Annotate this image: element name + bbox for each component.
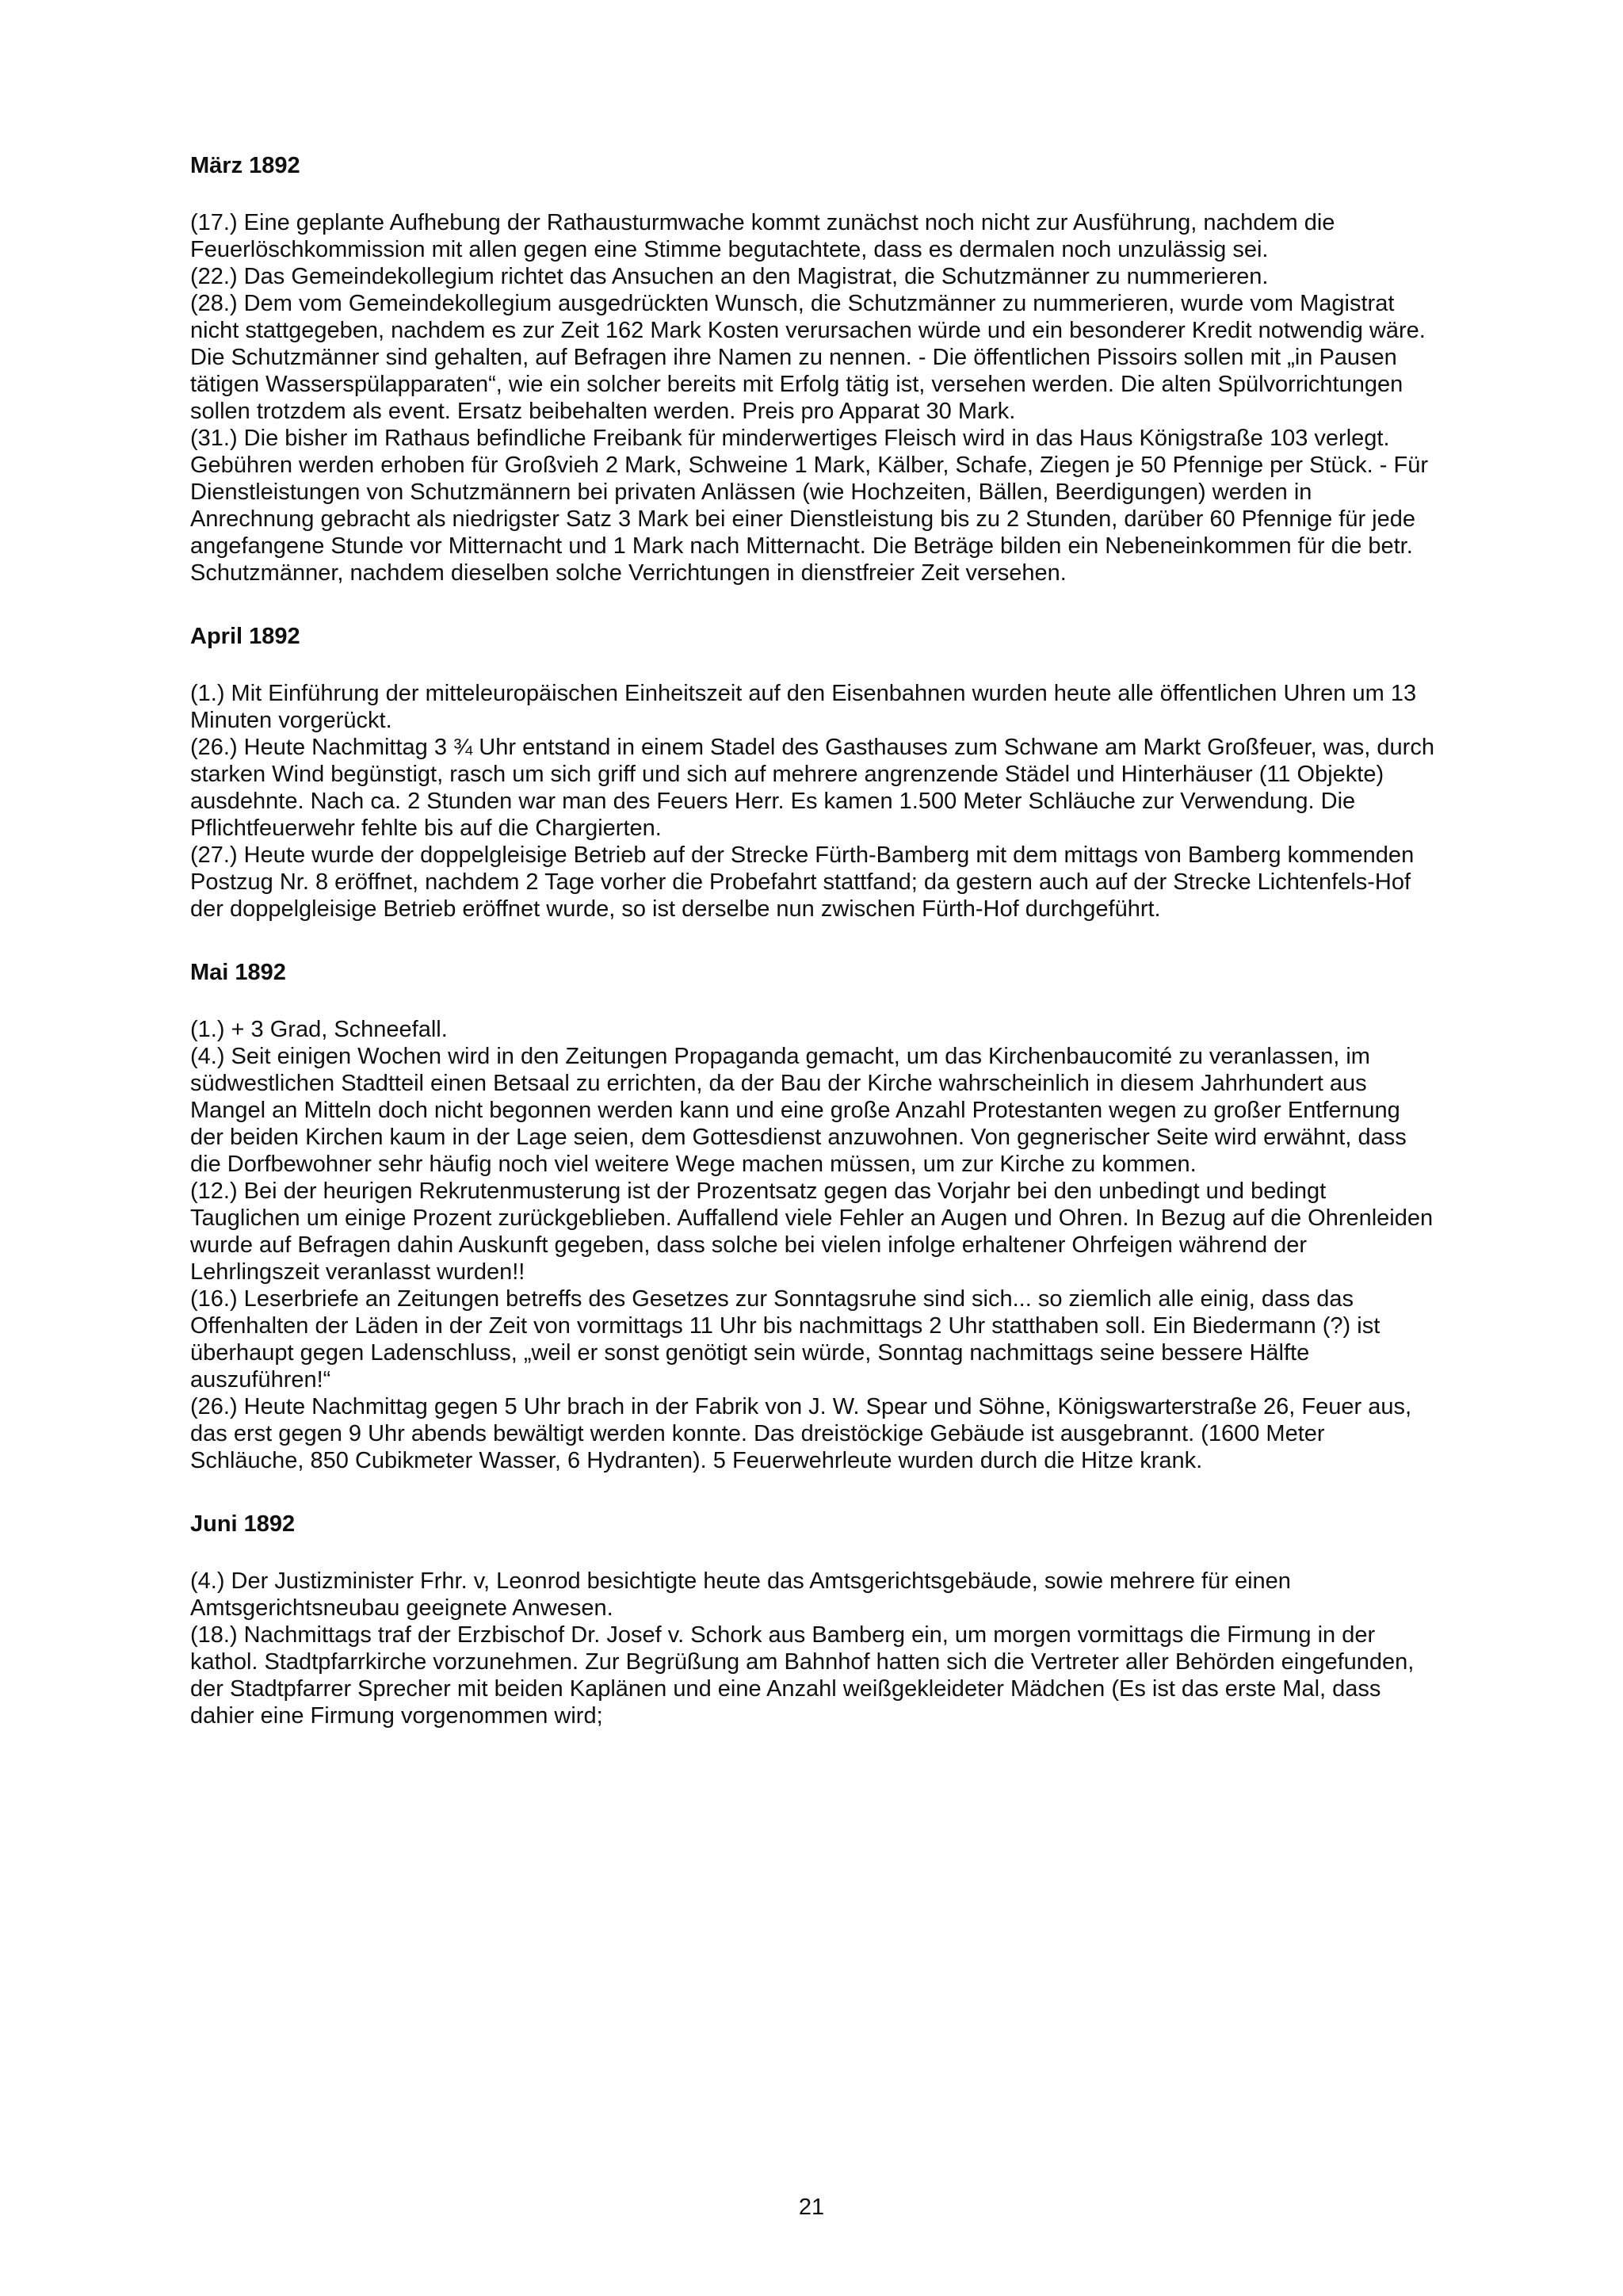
chronicle-entry: (22.) Das Gemeindekollegium richtet das Ansuchen an den Magistrat, die Schutzmänner zu nummerieren. <box>190 264 1269 289</box>
page-number: 21 <box>798 2195 825 2220</box>
chronicle-entry: (17.) Eine geplante Aufhebung der Rathausturmwache kommt zunächst noch nicht zur Ausführung, nachdem die Feuerlöschkommission mit allen gegen eine Stimme begutachtete, dass es dermalen noch unzulässig sei. <box>190 210 1335 262</box>
section-mai-1892 <box>190 959 1434 1474</box>
chronicle-entry: (1.) Mit Einführung der mitteleuropäischen Einheitszeit auf den Eisenbahnen wurden heute alle öffentlichen Uhren um 13 Minuten vorgerückt. <box>190 681 1417 733</box>
chronicle-entry: (4.) Seit einigen Wochen wird in den Zeitungen Propaganda gemacht, um das Kirchenbaucomité zu veranlassen, im südwestlichen Stadtteil einen Betsaal zu errichten, da der Bau der Kirche wahrscheinlich in diesem Jahrhundert aus Mangel an Mitteln doch nicht begonnen werden kann und eine große Anzahl Protestanten wegen zu großer Entfernung der beiden Kirchen kaum in der Lage seien, dem Gottesdienst anzuwohnen. Von gegnerischer Seite wird erwähnt, dass die Dorfbewohner sehr häufig noch viel weitere Wege machen müssen, um zur Kirche zu kommen. <box>190 1044 1407 1177</box>
chronicle-entry: (31.) Die bisher im Rathaus befindliche Freibank für minderwertiges Fleisch wird in das Haus Königstraße 103 verlegt. Gebühren werden erhoben für Großvieh 2 Mark, Schweine 1 Mark, Kälber, Schafe, Ziegen je 50 Pfennige per Stück. - Für Dienstleistungen von Schutzmännern bei privaten Anlässen (wie Hochzeiten, Bällen, Beerdigungen) werden in Anrechnung gebracht als niedrigster Satz 3 Mark bei einer Dienstleistung bis zu 2 Stunden, darüber 60 Pfennige für jede angefangene Stunde vor Mitternacht und 1 Mark nach Mitternacht. Die Beträge bilden ein Nebeneinkommen für die betr. Schutzmänner, nachdem dieselben solche Verrichtungen in dienstfreier Zeit versehen. <box>190 426 1428 586</box>
month-heading: Juni 1892 <box>190 1511 296 1537</box>
month-heading: März 1892 <box>190 153 300 178</box>
month-heading: April 1892 <box>190 624 300 649</box>
chronicle-entry: (12.) Bei der heurigen Rekrutenmusterung ist der Prozentsatz gegen das Vorjahr bei den unbedingt und bedingt Tauglichen um einige Prozent zurückgeblieben. Auffallend viele Fehler an Augen und Ohren. In Bezug auf die Ohrenleiden wurde auf Befragen dahin Auskunft gegeben, dass solche bei vielen infolge erhaltener Ohrfeigen während der Lehrlingszeit veranlasst wurden!! <box>190 1179 1434 1285</box>
section-april-1892 <box>190 623 1434 923</box>
chronicle-entry: (26.) Heute Nachmittag 3 ¾ Uhr entstand in einem Stadel des Gasthauses zum Schwane am Markt Großfeuer, was, durch starken Wind begünstigt, rasch um sich griff und sich auf mehrere angrenzende Städel und Hinterhäuser (11 Objekte) ausdehnte. Nach ca. 2 Stunden war man des Feuers Herr. Es kamen 1.500 Meter Schläuche zur Verwendung. Die Pflichtfeuerwehr fehlte bis auf die Chargierten. <box>190 735 1434 841</box>
section-maerz-1892 <box>190 152 1434 586</box>
chronicle-entry: (28.) Dem vom Gemeindekollegium ausgedrückten Wunsch, die Schutzmänner zu nummerieren, wurde vom Magistrat nicht stattgegeben, nachdem es zur Zeit 162 Mark Kosten verursachen würde und ein besonderer Kredit notwendig wäre. Die Schutzmänner sind gehalten, auf Befragen ihre Namen zu nennen. - Die öffentlichen Pissoirs sollen mit „in Pausen tätigen Wasserspülapparaten“, wie ein solcher bereits mit Erfolg tätig ist, versehen werden. Die alten Spülvorrichtungen sollen trotzdem als event. Ersatz beibehalten werden. Preis pro Apparat 30 Mark. <box>190 291 1426 424</box>
chronicle-entry: (4.) Der Justizminister Frhr. v, Leonrod besichtigte heute das Amtsgerichtsgebäude, sowie mehrere für einen Amtsgerichtsneubau geeignete Anwesen. <box>190 1568 1291 1621</box>
month-heading: Mai 1892 <box>190 960 286 985</box>
chronicle-entry: (18.) Nachmittags traf der Erzbischof Dr. Josef v. Schork aus Bamberg ein, um morgen vormittags die Firmung in der kathol. Stadtpfarrkirche vorzunehmen. Zur Begrüßung am Bahnhof hatten sich die Vertreter aller Behörden eingefunden, der Stadtpfarrer Sprecher mit beiden Kaplänen und eine Anzahl weißgekleideter Mädchen (Es ist das erste Mal, dass dahier eine Firmung vorgenommen wird; <box>190 1622 1415 1729</box>
chronicle-entry: (26.) Heute Nachmittag gegen 5 Uhr brach in der Fabrik von J. W. Spear und Söhne, Königswarterstraße 26, Feuer aus, das erst gegen 9 Uhr abends bewältigt werden konnte. Das dreistöckige Gebäude ist ausgebrannt. (1600 Meter Schläuche, 850 Cubikmeter Wasser, 6 Hydranten). 5 Feuerwehrleute wurden durch die Hitze krank. <box>190 1394 1412 1473</box>
chronicle-entry: (16.) Leserbriefe an Zeitungen betreffs des Gesetzes zur Sonntagsruhe sind sich... so ziemlich alle einig, dass das Offenhalten der Läden in der Zeit von vormittags 11 Uhr bis nachmittags 2 Uhr statthaben soll. Ein Biedermann (?) ist überhaupt gegen Ladenschluss, „weil er sonst genötigt sein würde, Sonntag nachmittags seine bessere Hälfte auszuführen!“ <box>190 1286 1381 1392</box>
section-juni-1892 <box>190 1511 1434 1729</box>
chronicle-entry: (27.) Heute wurde der doppelgleisige Betrieb auf der Strecke Fürth-Bamberg mit dem mittags von Bamberg kommenden Postzug Nr. 8 eröffnet, nachdem 2 Tage vorher die Probefahrt stattfand; da gestern auch auf der Strecke Lichtenfels-Hof der doppelgleisige Betrieb eröffnet wurde, so ist derselbe nun zwischen Fürth-Hof durchgeführt. <box>190 842 1415 922</box>
chronicle-entry: (1.) + 3 Grad, Schneefall. <box>190 1017 448 1042</box>
